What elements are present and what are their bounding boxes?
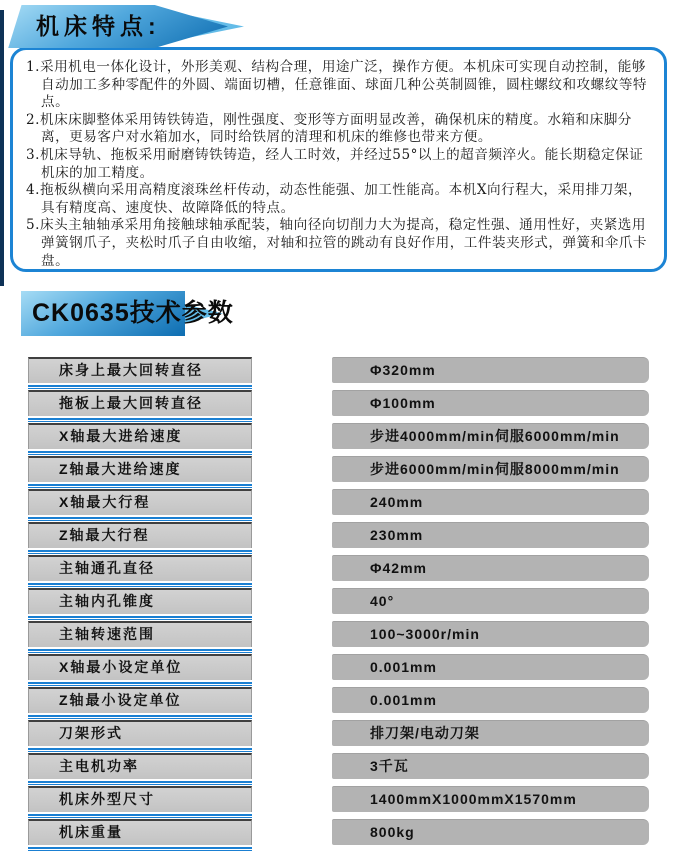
spec-row — [0, 588, 680, 614]
spec-label: Z轴最小设定单位 — [59, 692, 182, 708]
spec-label-box — [28, 621, 252, 647]
features-box — [10, 47, 667, 272]
spec-label: 主轴转速范围 — [59, 626, 155, 642]
spec-label: 主轴通孔直径 — [59, 560, 155, 576]
spec-value: 240mm — [370, 494, 424, 510]
spec-row — [0, 456, 680, 482]
spec-label: 机床重量 — [59, 824, 123, 840]
spec-value-box — [332, 522, 649, 548]
spec-label: 刀架形式 — [59, 725, 123, 741]
spec-value-box — [332, 555, 649, 581]
features-banner — [6, 5, 246, 48]
spec-row — [0, 720, 680, 746]
spec-value: Φ320mm — [370, 362, 436, 378]
feature-item: 5.床头主轴轴承采用角接触球轴承配装，轴向径向切削力大为提高，稳定性强、通用性好，夹紧选用弹簧钢爪子，夹松时爪子自由收缩，对轴和拉管的跳动有良好作用，工件装夹形式，弹簧和伞爪卡盘。 — [26, 217, 648, 269]
spec-label-box — [28, 357, 252, 383]
spec-row — [0, 687, 680, 713]
spec-value-box — [332, 687, 649, 713]
spec-row — [0, 423, 680, 449]
spec-value: 40° — [370, 593, 395, 609]
feature-item: 3.机床导轨、拖板采用耐磨铸铁铸造，经人工时效，并经过55°以上的超音频淬火。能长期稳定保证机床的加工精度。 — [26, 146, 644, 181]
spec-row — [0, 786, 680, 812]
spec-label-box — [28, 753, 252, 779]
spec-label-box — [28, 522, 252, 548]
spec-label-box — [28, 720, 252, 746]
spec-label: X轴最小设定单位 — [59, 659, 183, 675]
feature-item: 4.拖板纵横向采用高精度滚珠丝杆传动，动态性能强、加工性能高。本机X向行程大，采用排刀架，具有精度高、速度快、故障降低的特点。 — [26, 182, 643, 216]
spec-row — [0, 555, 680, 581]
spec-value-box — [332, 489, 649, 515]
spec-value: 1400mmX1000mmX1570mm — [370, 791, 577, 807]
spec-value: 3千瓦 — [370, 758, 409, 774]
spec-row — [0, 489, 680, 515]
spec-label-box — [28, 654, 252, 680]
spec-value-box — [332, 786, 649, 812]
spec-label: Z轴最大行程 — [59, 527, 150, 543]
spec-value: 230mm — [370, 527, 424, 543]
spec-value-box — [332, 819, 649, 845]
spec-value-box — [332, 456, 649, 482]
spec-label: 拖板上最大回转直径 — [59, 395, 203, 411]
spec-row — [0, 654, 680, 680]
spec-label: 主电机功率 — [59, 758, 139, 774]
spec-row — [0, 621, 680, 647]
spec-label: 主轴内孔锥度 — [59, 593, 155, 609]
spec-value-box — [332, 423, 649, 449]
spec-value-box — [332, 753, 649, 779]
spec-label: X轴最大行程 — [59, 494, 151, 510]
spec-value: 步进4000mm/min伺服6000mm/min — [370, 428, 620, 444]
spec-value-box — [332, 720, 649, 746]
spec-table — [0, 357, 680, 852]
spec-row — [0, 522, 680, 548]
specs-banner — [21, 291, 245, 336]
spec-row — [0, 819, 680, 845]
spec-row — [0, 390, 680, 416]
spec-value: 800kg — [370, 824, 415, 840]
spec-row — [0, 753, 680, 779]
spec-label: 机床外型尺寸 — [59, 791, 155, 807]
spec-label: 床身上最大回转直径 — [59, 362, 203, 378]
spec-value: 排刀架/电动刀架 — [370, 725, 480, 741]
spec-value: Φ100mm — [370, 395, 436, 411]
spec-value: Φ42mm — [370, 560, 427, 576]
spec-label: Z轴最大进给速度 — [59, 461, 182, 477]
spec-value: 100~3000r/min — [370, 626, 480, 642]
spec-value-box — [332, 390, 649, 416]
spec-label-box — [28, 390, 252, 416]
spec-label-box — [28, 786, 252, 812]
spec-row — [0, 357, 680, 383]
spec-label-box — [28, 489, 252, 515]
spec-value-box — [332, 588, 649, 614]
spec-value: 步进6000mm/min伺服8000mm/min — [370, 461, 620, 477]
spec-label-box — [28, 588, 252, 614]
spec-value: 0.001mm — [370, 692, 437, 708]
spec-value-box — [332, 621, 649, 647]
features-banner-title: 机床特点: — [36, 13, 161, 39]
spec-label-box — [28, 423, 252, 449]
spec-label: X轴最大进给速度 — [59, 428, 183, 444]
feature-item: 2.机床床脚整体采用铸铁铸造，刚性强度、变形等方面明显改善，确保机床的精度。水箱和床脚分离，更易客户对水箱加水，同时给铁屑的清理和机床的维修也带来方便。 — [26, 111, 632, 146]
spec-label-box — [28, 555, 252, 581]
spec-label-box — [28, 456, 252, 482]
specs-banner-title: CK0635技术参数 — [32, 299, 234, 327]
feature-item: 1.采用机电一体化设计，外形美观、结构合理，用途广泛，操作方便。本机床可实现自动控制，能够自动加工多种零配件的外圆、端面切槽，任意锥面、球面几种公英制圆锥，圆柱螺纹和攻螺纹等特点。 — [26, 59, 648, 111]
spec-value-box — [332, 654, 649, 680]
spec-label-box — [28, 687, 252, 713]
spec-value-box — [332, 357, 649, 383]
spec-label-box — [28, 819, 252, 845]
spec-value: 0.001mm — [370, 659, 437, 675]
page-edge-stripe — [0, 10, 4, 286]
